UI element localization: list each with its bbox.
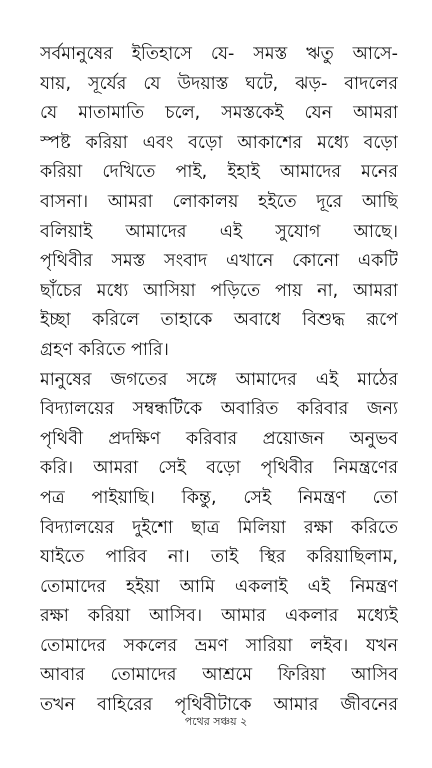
text-line: মানুষের জগতের সঙ্গে আমাদের এই মাঠের — [40, 369, 398, 390]
text-line: তখন বাহিরের পৃথিবীটাকে আমার জীবনের — [40, 695, 398, 716]
text-line: স্পষ্ট করিয়া এবং বড়ো আকাশের মধ্যে বড়ো — [40, 132, 398, 153]
text-line: বাসনা। আমরা লোকালয় হইতে দূরে আছি — [40, 191, 398, 212]
paragraph-1 — [40, 40, 398, 366]
text-line: গ্রহণ করিতে পারি। — [40, 339, 169, 360]
text-line: তোমাদের হইয়া আমি একলাই এই নিমন্ত্রণ — [40, 576, 398, 597]
body-text — [40, 40, 398, 721]
page-footer: পথের সঞ্চয় ২ — [184, 715, 248, 728]
text-line: বিদ্যালয়ের দুইশো ছাত্র মিলিয়া রক্ষা করিতে — [40, 517, 398, 538]
text-line: পত্র পাইয়াছি। কিন্তু, সেই নিমন্ত্রণ তো — [40, 487, 398, 508]
text-line: পৃথিবী প্রদক্ষিণ করিবার প্রয়োজন অনুভব — [40, 428, 398, 449]
text-line: করিয়া দেখিতে পাই, ইহাই আমাদের মনের — [40, 162, 398, 183]
text-line: যে মাতামাতি চলে, সমস্তকেই যেন আমরা — [40, 103, 398, 124]
text-line: ইচ্ছা করিলে তাহাকে অবাধে বিশুদ্ধ রূপে — [40, 310, 398, 331]
text-line: পৃথিবীর সমস্ত সংবাদ এখানে কোনো একটি — [40, 251, 398, 272]
text-line: বিদ্যালয়ের সম্বন্ধটিকে অবারিত করিবার জন্য — [40, 399, 398, 420]
text-line: আবার তোমাদের আশ্রমে ফিরিয়া আসিব — [40, 665, 398, 686]
text-line: যাইতে পারিব না। তাই স্থির করিয়াছিলাম, — [40, 547, 398, 568]
paragraph-2 — [40, 366, 398, 721]
text-line: ছাঁচের মধ্যে আসিয়া পড়িতে পায় না, আমরা — [40, 280, 398, 301]
text-line: সর্বমানুষের ইতিহাসে যে- সমস্ত ঋতু আসে- — [40, 44, 398, 64]
text-line: করি। আমরা সেই বড়ো পৃথিবীর নিমন্ত্রণের — [40, 458, 398, 479]
text-line: রক্ষা করিয়া আসিব। আমার একলার মধ্যেই — [40, 606, 398, 627]
text-line: যায়, সূর্যের যে উদয়াস্ত ঘটে, ঝড়- বাদলের — [40, 73, 398, 94]
text-line: বলিয়াই আমাদের এই সুযোগ আছে। — [40, 221, 398, 242]
text-line: তোমাদের সকলের ভ্রমণ সারিয়া লইব। যখন — [40, 635, 398, 656]
